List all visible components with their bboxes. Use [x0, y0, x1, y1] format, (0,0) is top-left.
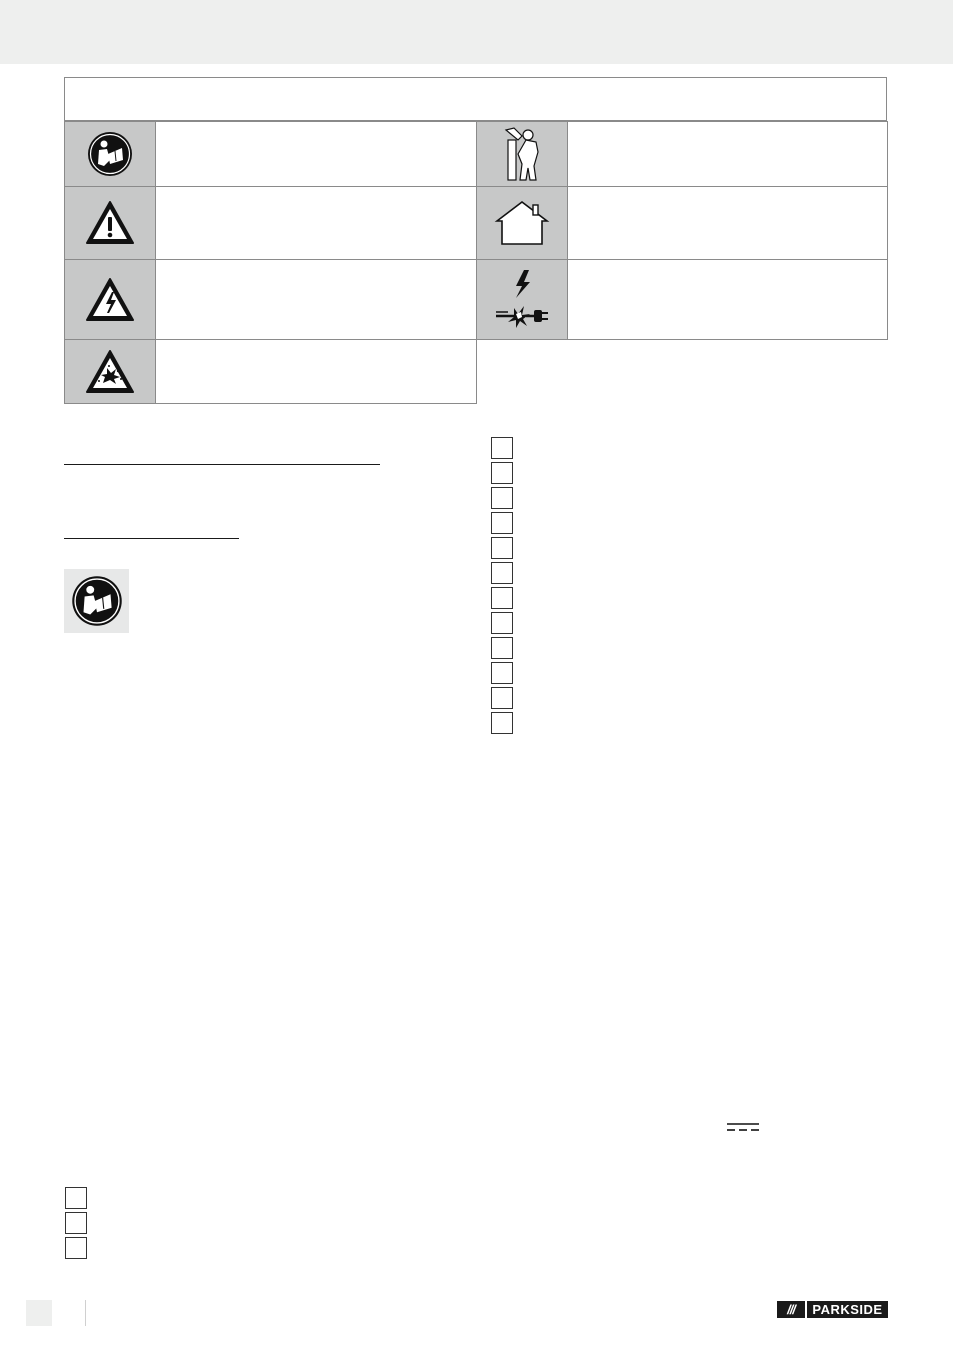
- indoor-use-only-icon: [493, 199, 551, 247]
- part-number-box: [65, 1237, 87, 1259]
- explosion-hazard-icon: [85, 349, 135, 395]
- symbol-description-read-manual: [155, 121, 477, 187]
- note-read-manual-box: [64, 569, 129, 633]
- symbol-cell-damaged-cable: [476, 259, 568, 340]
- symbol-table-header: [64, 77, 887, 121]
- part-number-box: [491, 562, 513, 584]
- symbol-description-warning: [155, 186, 477, 260]
- keep-away-from-children-icon: [500, 126, 544, 182]
- symbol-cell-electric: [64, 259, 156, 340]
- read-manual-icon: [70, 574, 124, 628]
- part-number-box: [65, 1212, 87, 1234]
- warning-triangle-icon: [85, 200, 135, 246]
- parkside-logo: [777, 1301, 888, 1318]
- symbol-description-damaged-cable: [567, 259, 888, 340]
- symbol-cell-read-manual: [64, 121, 156, 187]
- electric-shock-warning-icon: [85, 277, 135, 323]
- direct-current-symbol-icon: [727, 1122, 759, 1132]
- symbol-cell-indoor: [476, 186, 568, 260]
- part-number-box: [491, 687, 513, 709]
- part-number-box: [491, 612, 513, 634]
- page-number-box: [26, 1300, 52, 1326]
- part-number-box: [491, 712, 513, 734]
- read-manual-icon: [86, 130, 134, 178]
- part-number-box: [491, 487, 513, 509]
- part-number-box: [491, 437, 513, 459]
- logo-brand-text: PARKSIDE: [805, 1301, 888, 1318]
- symbol-description-electric: [155, 259, 477, 340]
- part-number-box: [65, 1187, 87, 1209]
- subsection-heading-underline: [64, 538, 239, 539]
- part-number-box: [491, 662, 513, 684]
- symbol-description-indoor: [567, 186, 888, 260]
- part-number-box: [491, 462, 513, 484]
- page-header-band: [0, 0, 953, 64]
- part-number-box: [491, 537, 513, 559]
- damaged-cable-unplug-icon: [494, 268, 550, 332]
- symbol-cell-children: [476, 121, 568, 187]
- symbol-cell-explosion: [64, 339, 156, 404]
- part-number-box: [491, 587, 513, 609]
- symbol-cell-warning: [64, 186, 156, 260]
- footer-divider: [85, 1300, 86, 1326]
- logo-slashes: ///: [777, 1301, 805, 1318]
- section-heading-underline: [64, 464, 380, 465]
- part-number-box: [491, 637, 513, 659]
- symbol-description-children: [567, 121, 888, 187]
- symbol-description-explosion: [155, 339, 477, 404]
- part-number-box: [491, 512, 513, 534]
